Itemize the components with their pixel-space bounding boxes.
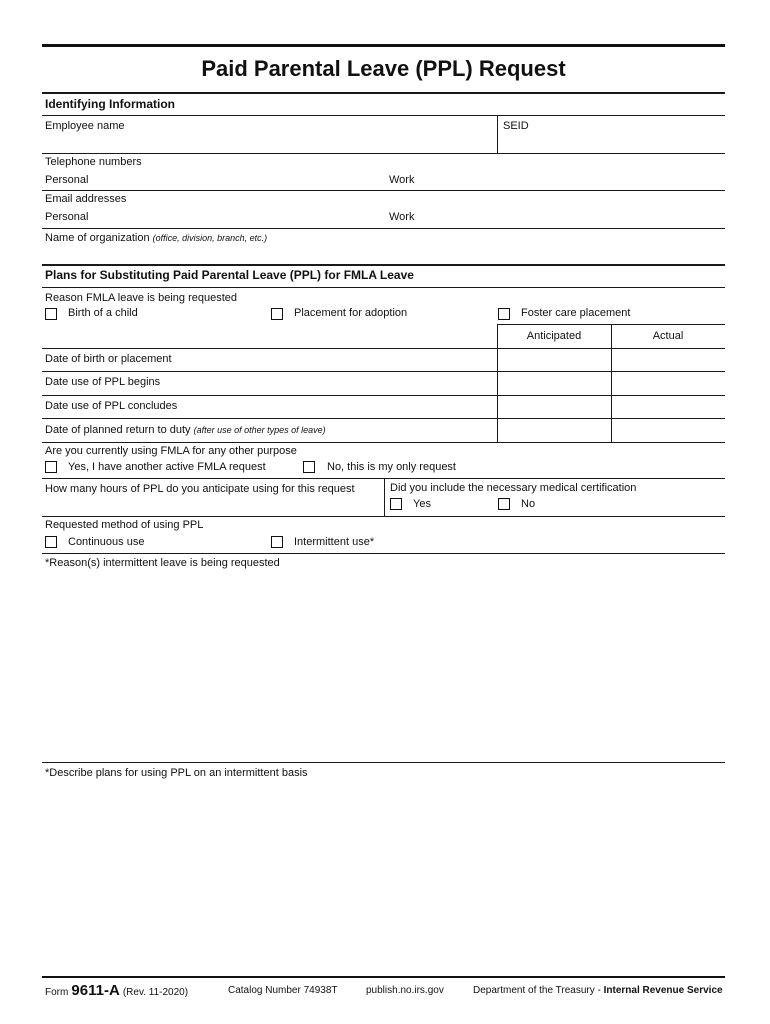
- date-birth-anticipated-field[interactable]: [499, 350, 609, 370]
- col-anticipated-header: Anticipated: [526, 330, 582, 342]
- birth-of-child-checkbox[interactable]: [45, 308, 57, 320]
- email-work-field[interactable]: [422, 209, 722, 225]
- email-personal-label: Personal: [45, 211, 89, 223]
- divider: [497, 115, 498, 153]
- rule: [42, 228, 725, 229]
- birth-of-child-label: Birth of a child: [68, 307, 138, 319]
- irs-name: Internal Revenue Service: [603, 985, 723, 996]
- date-return-label: [45, 424, 326, 437]
- email-addresses-label: Email addresses: [45, 193, 127, 205]
- date-return-actual-field[interactable]: [613, 420, 723, 441]
- foster-care-label: Foster care placement: [521, 307, 631, 319]
- foster-care-checkbox[interactable]: [498, 308, 510, 320]
- phone-personal-field[interactable]: [100, 172, 380, 188]
- continuous-use-label: Continuous use: [68, 536, 145, 548]
- phone-personal-label: Personal: [45, 174, 89, 186]
- continuous-use-checkbox[interactable]: [45, 536, 57, 548]
- col-actual-header: Actual: [652, 330, 684, 342]
- medical-cert-yes-label: Yes: [413, 498, 431, 510]
- method-label: Requested method of using PPL: [45, 519, 204, 531]
- other-fmla-no-checkbox[interactable]: [303, 461, 315, 473]
- seid-label: SEID: [503, 120, 529, 132]
- organization-hint: (office, division, branch, etc.): [152, 233, 268, 243]
- intermittent-reason-label: *Reason(s) intermittent leave is being requested: [45, 557, 280, 569]
- intermittent-use-checkbox[interactable]: [271, 536, 283, 548]
- intermittent-plans-label: *Describe plans for using PPL on an intermittent basis: [45, 767, 308, 779]
- department: [473, 984, 723, 997]
- date-ppl-begins-label: Date use of PPL begins: [45, 376, 161, 388]
- intermittent-reason-textarea[interactable]: [44, 574, 728, 762]
- department-text: Department of the Treasury -: [473, 985, 604, 996]
- phone-work-field[interactable]: [422, 172, 722, 188]
- date-ppl-concludes-anticipated-field[interactable]: [499, 397, 609, 417]
- date-return-anticipated-field[interactable]: [499, 420, 609, 441]
- medical-cert-yes-checkbox[interactable]: [390, 498, 402, 510]
- organization-label: [45, 232, 267, 245]
- organization-field[interactable]: [300, 230, 722, 246]
- date-ppl-concludes-actual-field[interactable]: [613, 397, 723, 417]
- employee-name-field[interactable]: [42, 134, 496, 152]
- rule: [42, 442, 725, 443]
- date-birth-actual-field[interactable]: [613, 350, 723, 370]
- form-id: [45, 983, 188, 1001]
- reason-label: Reason FMLA leave is being requested: [45, 292, 238, 304]
- rule: [42, 264, 725, 266]
- page-title: Paid Parental Leave (PPL) Request: [201, 56, 566, 81]
- divider: [384, 478, 385, 516]
- form-revision: (Rev. 11-2020): [122, 987, 189, 998]
- adoption-checkbox[interactable]: [271, 308, 283, 320]
- rule: [42, 371, 725, 372]
- intermittent-use-label: Intermittent use*: [294, 536, 375, 548]
- email-work-label: Work: [389, 211, 415, 223]
- medical-cert-no-checkbox[interactable]: [498, 498, 510, 510]
- website: publish.no.irs.gov: [366, 985, 444, 996]
- rule: [42, 516, 725, 517]
- catalog-number: Catalog Number 74938T: [228, 985, 338, 996]
- date-ppl-concludes-label: Date use of PPL concludes: [45, 400, 178, 412]
- divider: [497, 324, 498, 443]
- date-ppl-begins-actual-field[interactable]: [613, 373, 723, 393]
- other-fmla-no-label: No, this is my only request: [327, 461, 456, 473]
- date-return-hint: (after use of other types of leave): [193, 425, 326, 435]
- hours-question: How many hours of PPL do you anticipate using for this request: [45, 483, 355, 495]
- other-fmla-yes-checkbox[interactable]: [45, 461, 57, 473]
- rule: [42, 553, 725, 554]
- medical-cert-no-label: No: [521, 498, 536, 510]
- rule: [42, 190, 725, 191]
- phone-work-label: Work: [389, 174, 415, 186]
- organization-label-text: Name of organization: [45, 232, 150, 244]
- rule: [42, 976, 725, 978]
- email-personal-field[interactable]: [100, 209, 380, 225]
- rule: [42, 395, 725, 396]
- section-heading-identifying: Identifying Information: [45, 97, 175, 111]
- intermittent-plans-textarea[interactable]: [44, 784, 728, 974]
- rule: [42, 418, 725, 419]
- form-word: Form: [45, 987, 69, 998]
- hours-field[interactable]: [45, 498, 380, 514]
- rule: [42, 348, 725, 349]
- section-heading-plans: Plans for Substituting Paid Parental Leave (PPL) for FMLA Leave: [45, 268, 414, 282]
- rule: [42, 92, 725, 94]
- seid-field[interactable]: [500, 134, 724, 152]
- date-birth-label: Date of birth or placement: [45, 353, 172, 365]
- date-ppl-begins-anticipated-field[interactable]: [499, 373, 609, 393]
- date-return-label-text: Date of planned return to duty: [45, 424, 191, 436]
- top-rule: [42, 44, 725, 47]
- other-fmla-yes-label: Yes, I have another active FMLA request: [68, 461, 266, 473]
- other-purpose-question: Are you currently using FMLA for any other purpose: [45, 445, 297, 457]
- rule: [42, 153, 725, 154]
- rule: [42, 287, 725, 288]
- rule: [42, 115, 725, 116]
- adoption-label: Placement for adoption: [294, 307, 408, 319]
- employee-name-label: Employee name: [45, 120, 125, 132]
- form-number: 9611-A: [71, 982, 120, 999]
- rule: [42, 762, 725, 763]
- telephone-numbers-label: Telephone numbers: [45, 156, 142, 168]
- divider: [611, 324, 612, 443]
- medical-cert-question: Did you include the necessary medical certification: [390, 482, 637, 494]
